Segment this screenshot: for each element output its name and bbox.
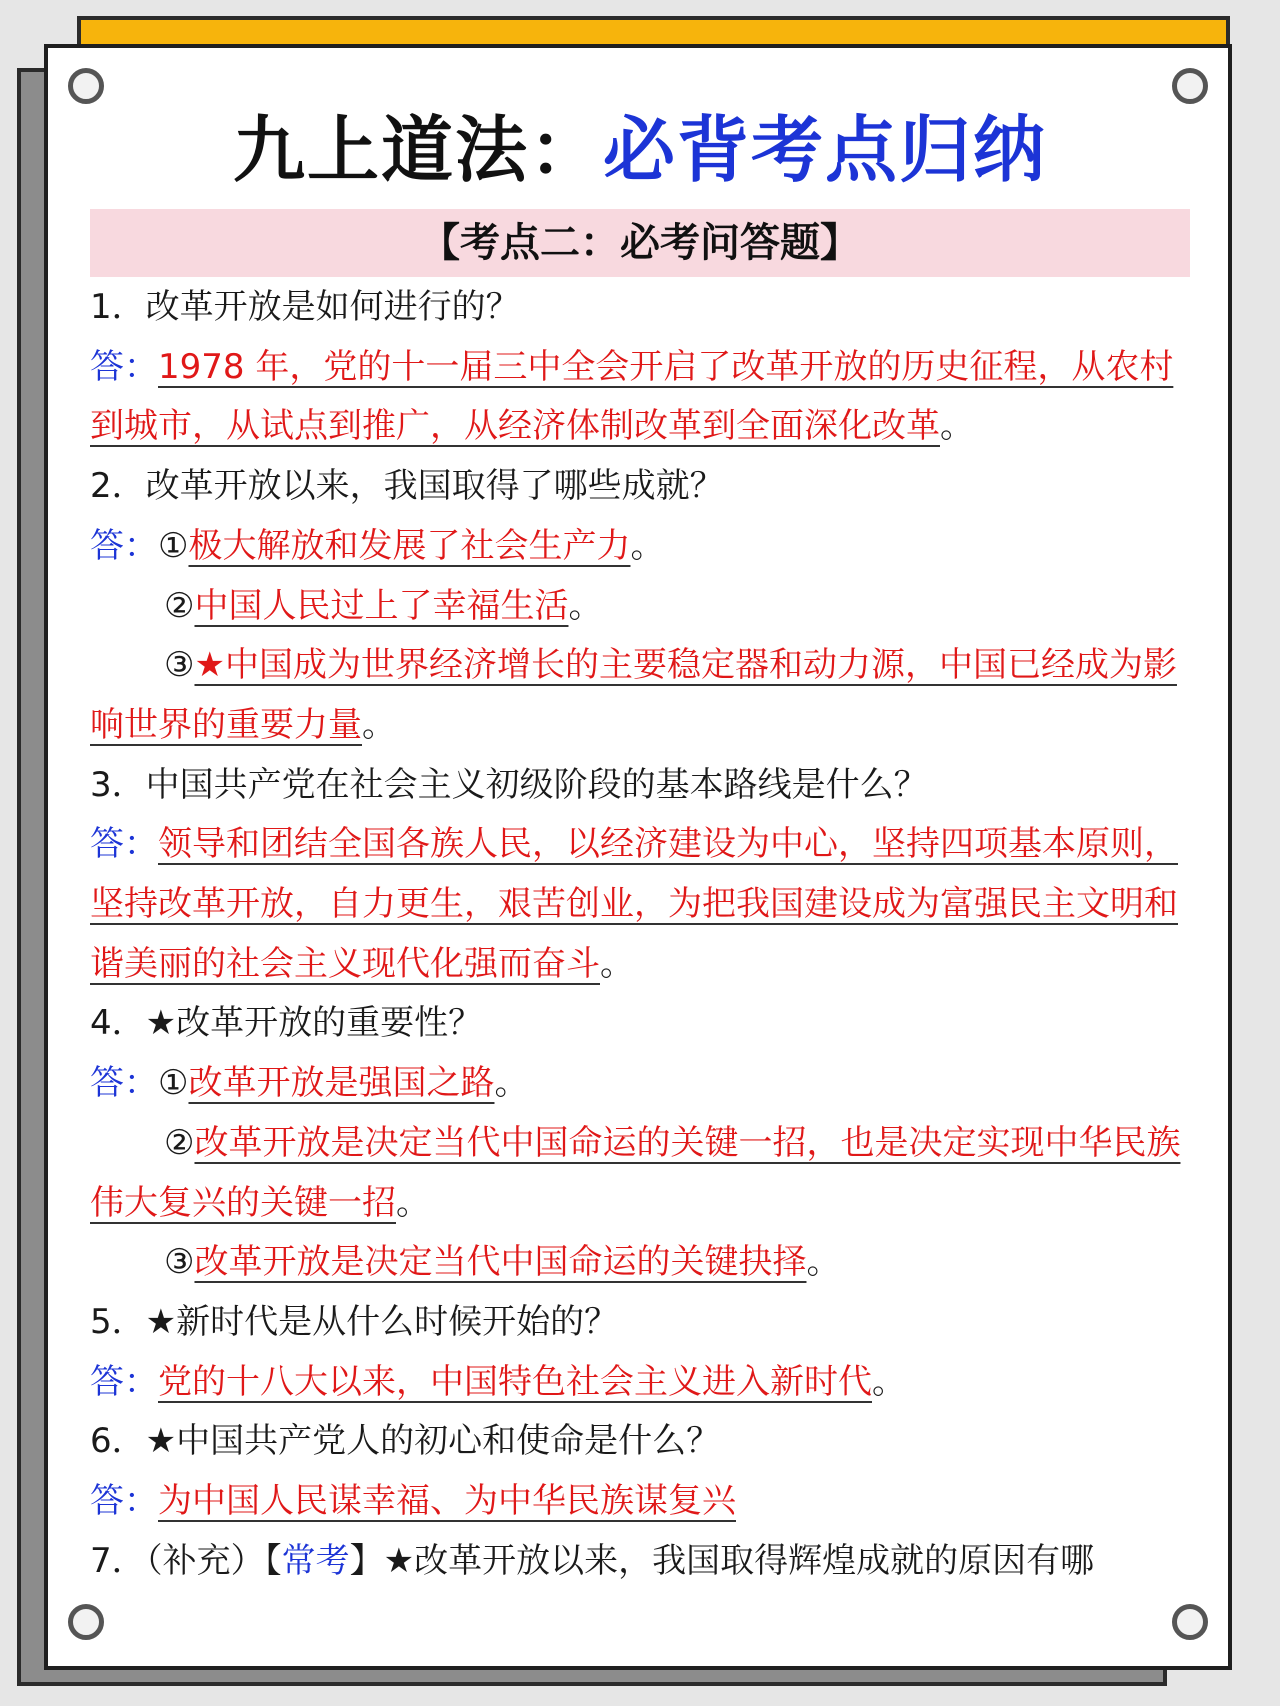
qa-content xyxy=(90,278,1195,1591)
period: 。 xyxy=(396,1182,430,1223)
question-3: 3．中国共产党在社会主义初级阶段的基本路线是什么？ xyxy=(90,764,928,805)
answer-label: 答： xyxy=(90,824,158,865)
answer-text: 改革开放是强国之路 xyxy=(188,1063,495,1104)
item-marker: ② xyxy=(164,1122,195,1163)
punch-hole-top-right xyxy=(1172,68,1208,104)
question-5: 5．★新时代是从什么时候开始的？ xyxy=(90,1301,619,1342)
answer-2-item-2 xyxy=(90,577,1195,637)
answer-text: 1978 年，党的十一届三中全会开启了改革开放的历史征程，从农村到城市，从试点到推广，从经济体制改革到全面深化改革 xyxy=(90,346,1174,447)
item-marker: ① xyxy=(158,525,189,566)
answer-text: 极大解放和发展了社会生产力 xyxy=(188,525,631,566)
punch-hole-bottom-left xyxy=(68,1604,104,1640)
period: 。 xyxy=(872,1361,906,1402)
question-2: 2．改革开放以来，我国取得了哪些成就？ xyxy=(90,466,724,507)
answer-text: ★中国成为世界经济增长的主要稳定器和动力源，中国已经成为影响世界的重要力量 xyxy=(90,645,1177,745)
period: 。 xyxy=(568,585,603,626)
period: 。 xyxy=(806,1242,841,1283)
answer-text: 改革开放是决定当代中国命运的关键一招，也是决定实现中华民族伟大复兴的关键一招 xyxy=(90,1122,1181,1223)
answer-label: 答： xyxy=(90,346,158,387)
period: 。 xyxy=(494,1063,529,1104)
period: 。 xyxy=(600,943,634,984)
question-1: 1．改革开放是如何进行的？ xyxy=(90,287,520,327)
item-marker: ② xyxy=(164,585,195,626)
answer-label: 答： xyxy=(90,525,158,566)
answer-2-item-1 xyxy=(90,517,1195,577)
period: 。 xyxy=(940,406,974,447)
question-6: 6．★中国共产党人的初心和使命是什么？ xyxy=(90,1421,721,1462)
answer-5 xyxy=(90,1353,1195,1413)
answer-label: 答： xyxy=(90,1063,158,1104)
question-4: 4．★改革开放的重要性？ xyxy=(90,1003,483,1044)
period: 。 xyxy=(630,525,665,566)
answer-label: 答： xyxy=(90,1481,158,1522)
answer-4-item-2 xyxy=(90,1114,1195,1233)
punch-hole-top-left xyxy=(68,68,104,104)
title-part-1: 九上道法： xyxy=(232,108,603,192)
title-part-2: 必背考点归纳 xyxy=(603,108,1048,192)
answer-text: 中国人民过上了幸福生活 xyxy=(194,585,569,626)
answer-1 xyxy=(90,338,1195,457)
question-rest: 】★改革开放以来，我国取得辉煌成就的原因有哪 xyxy=(349,1540,1095,1581)
answer-2-item-3 xyxy=(90,636,1195,755)
answer-6 xyxy=(90,1472,1195,1532)
question-7 xyxy=(90,1532,1195,1592)
answer-text: 改革开放是决定当代中国命运的关键抉择 xyxy=(194,1242,807,1283)
page-title xyxy=(0,100,1280,200)
item-marker: ③ xyxy=(164,1242,195,1283)
answer-4-item-1 xyxy=(90,1054,1195,1114)
question-prefix: 7．（补充）【 xyxy=(90,1540,282,1581)
answer-text: 为中国人民谋幸福、为中华民族谋复兴 xyxy=(158,1481,736,1522)
answer-4-item-3 xyxy=(90,1233,1195,1293)
answer-3 xyxy=(90,815,1195,994)
section-banner: 【考点二：必考问答题】 xyxy=(90,209,1190,277)
answer-text: 党的十八大以来，中国特色社会主义进入新时代 xyxy=(158,1361,872,1402)
answer-label: 答： xyxy=(90,1361,158,1402)
item-marker: ③ xyxy=(164,645,195,686)
answer-text: 领导和团结全国各族人民，以经济建设为中心，坚持四项基本原则，坚持改革开放，自力更生，艰苦创业，为把我国建设成为富强民主文明和谐美丽的社会主义现代化强而奋斗 xyxy=(90,824,1178,984)
punch-hole-bottom-right xyxy=(1172,1604,1208,1640)
frequent-tag: 常考 xyxy=(281,1540,350,1581)
item-marker: ① xyxy=(158,1063,189,1104)
period: 。 xyxy=(362,704,396,745)
